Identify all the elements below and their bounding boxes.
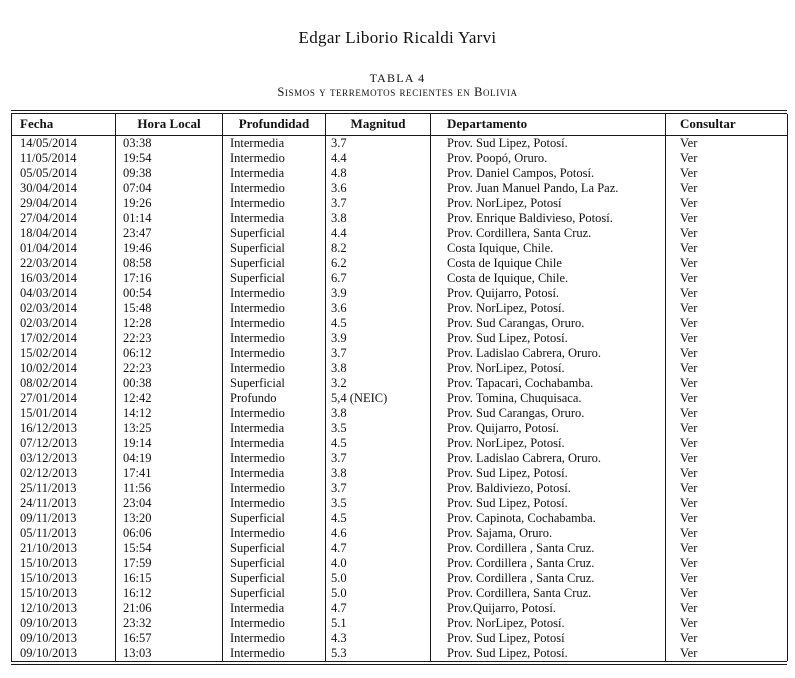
cell-fecha: 27/04/2014 xyxy=(12,211,116,226)
cell-hora-local: 22:23 xyxy=(116,331,223,346)
cell-departamento: Prov. Capinota, Cochabamba. xyxy=(431,511,666,526)
cell-departamento: Prov. NorLipez, Potosí xyxy=(431,196,666,211)
cell-hora-local: 23:32 xyxy=(116,616,223,631)
cell-fecha: 15/10/2013 xyxy=(12,586,116,601)
cell-departamento: Prov. Cordillera , Santa Cruz. xyxy=(431,571,666,586)
cell-departamento: Prov. Tapacari, Cochabamba. xyxy=(431,376,666,391)
cell-fecha: 02/12/2013 xyxy=(12,466,116,481)
cell-profundidad: Intermedio xyxy=(223,451,326,466)
cell-hora-local: 16:15 xyxy=(116,571,223,586)
column-header-fecha: Fecha xyxy=(12,114,116,135)
cell-departamento: Prov. Tomina, Chuquisaca. xyxy=(431,391,666,406)
cell-consultar xyxy=(666,196,788,211)
ver-link[interactable]: Ver xyxy=(680,525,698,540)
cell-profundidad: Superficial xyxy=(223,241,326,256)
cell-departamento: Prov.Quijarro, Potosí. xyxy=(431,601,666,616)
table-row xyxy=(12,556,788,571)
cell-consultar xyxy=(666,211,788,226)
cell-magnitud: 4.7 xyxy=(326,541,431,556)
cell-departamento: Prov. Daniel Campos, Potosí. xyxy=(431,166,666,181)
cell-departamento: Prov. Cordillera, Santa Cruz. xyxy=(431,586,666,601)
table-row xyxy=(12,496,788,511)
table-row xyxy=(12,316,788,331)
cell-departamento: Prov. Sud Carangas, Oruro. xyxy=(431,406,666,421)
cell-consultar xyxy=(666,526,788,541)
cell-profundidad: Intermedia xyxy=(223,601,326,616)
cell-departamento: Prov. Juan Manuel Pando, La Paz. xyxy=(431,181,666,196)
cell-hora-local: 04:19 xyxy=(116,451,223,466)
cell-profundidad: Superficial xyxy=(223,541,326,556)
cell-profundidad: Intermedio xyxy=(223,301,326,316)
table-row xyxy=(12,376,788,391)
cell-hora-local: 00:38 xyxy=(116,376,223,391)
ver-link[interactable]: Ver xyxy=(680,495,698,510)
ver-link[interactable]: Ver xyxy=(680,150,698,165)
ver-link[interactable]: Ver xyxy=(680,240,698,255)
ver-link[interactable]: Ver xyxy=(680,195,698,210)
cell-profundidad: Intermedio xyxy=(223,316,326,331)
cell-hora-local: 16:57 xyxy=(116,631,223,646)
ver-link[interactable]: Ver xyxy=(680,375,698,390)
cell-departamento: Prov. Quijarro, Potosí. xyxy=(431,421,666,436)
cell-profundidad: Intermedio xyxy=(223,526,326,541)
cell-magnitud: 6.2 xyxy=(326,256,431,271)
column-header-hora-local: Hora Local xyxy=(116,114,223,135)
cell-profundidad: Superficial xyxy=(223,226,326,241)
table-row xyxy=(12,286,788,301)
cell-fecha: 09/11/2013 xyxy=(12,511,116,526)
cell-profundidad: Intermedio xyxy=(223,151,326,166)
table-row xyxy=(12,481,788,496)
cell-profundidad: Intermedio xyxy=(223,196,326,211)
cell-hora-local: 15:54 xyxy=(116,541,223,556)
cell-fecha: 15/01/2014 xyxy=(12,406,116,421)
cell-departamento: Prov. Sud Lipez, Potosí. xyxy=(431,331,666,346)
cell-consultar xyxy=(666,451,788,466)
cell-magnitud: 6.7 xyxy=(326,271,431,286)
cell-profundidad: Superficial xyxy=(223,376,326,391)
cell-departamento: Costa de Iquique, Chile. xyxy=(431,271,666,286)
cell-fecha: 15/10/2013 xyxy=(12,571,116,586)
cell-fecha: 02/03/2014 xyxy=(12,316,116,331)
cell-consultar xyxy=(666,466,788,481)
cell-consultar xyxy=(666,316,788,331)
cell-hora-local: 06:06 xyxy=(116,526,223,541)
ver-link[interactable]: Ver xyxy=(680,585,698,600)
ver-link[interactable]: Ver xyxy=(680,360,698,375)
table-row xyxy=(12,601,788,616)
table-row xyxy=(12,166,788,181)
cell-profundidad: Intermedia xyxy=(223,166,326,181)
ver-link[interactable]: Ver xyxy=(680,255,698,270)
cell-profundidad: Intermedio xyxy=(223,616,326,631)
cell-consultar xyxy=(666,346,788,361)
ver-link[interactable]: Ver xyxy=(680,285,698,300)
cell-profundidad: Intermedia xyxy=(223,135,326,151)
cell-magnitud: 4.4 xyxy=(326,151,431,166)
cell-departamento: Prov. Enrique Baldivieso, Potosí. xyxy=(431,211,666,226)
cell-magnitud: 4.3 xyxy=(326,631,431,646)
cell-departamento: Prov. Sud Lipez, Potosí. xyxy=(431,135,666,151)
ver-link[interactable]: Ver xyxy=(680,210,698,225)
ver-link[interactable]: Ver xyxy=(680,510,698,525)
cell-hora-local: 19:26 xyxy=(116,196,223,211)
cell-consultar xyxy=(666,166,788,181)
cell-consultar xyxy=(666,271,788,286)
cell-magnitud: 3.8 xyxy=(326,466,431,481)
cell-profundidad: Intermedio xyxy=(223,346,326,361)
cell-consultar xyxy=(666,301,788,316)
cell-profundidad: Profundo xyxy=(223,391,326,406)
cell-magnitud: 3.5 xyxy=(326,421,431,436)
cell-magnitud: 3.7 xyxy=(326,346,431,361)
cell-magnitud: 3.9 xyxy=(326,286,431,301)
cell-fecha: 22/03/2014 xyxy=(12,256,116,271)
table-row xyxy=(12,331,788,346)
cell-departamento: Prov. Cordillera , Santa Cruz. xyxy=(431,556,666,571)
cell-departamento: Prov. NorLipez, Potosí. xyxy=(431,436,666,451)
cell-hora-local: 17:41 xyxy=(116,466,223,481)
table-body xyxy=(12,135,788,661)
cell-departamento: Costa Iquique, Chile. xyxy=(431,241,666,256)
table-label: TABLA 4 xyxy=(369,71,426,85)
cell-consultar xyxy=(666,511,788,526)
cell-magnitud: 3.9 xyxy=(326,331,431,346)
cell-fecha: 16/12/2013 xyxy=(12,421,116,436)
ver-link[interactable]: Ver xyxy=(680,555,698,570)
ver-link[interactable]: Ver xyxy=(680,345,698,360)
table-row xyxy=(12,466,788,481)
table-row xyxy=(12,196,788,211)
table-row xyxy=(12,526,788,541)
ver-link[interactable]: Ver xyxy=(680,390,698,405)
cell-magnitud: 3.7 xyxy=(326,135,431,151)
cell-profundidad: Intermedio xyxy=(223,361,326,376)
table-row xyxy=(12,631,788,646)
cell-magnitud: 5.0 xyxy=(326,586,431,601)
cell-consultar xyxy=(666,361,788,376)
cell-magnitud: 3.2 xyxy=(326,376,431,391)
cell-departamento: Prov. NorLipez, Potosí. xyxy=(431,361,666,376)
cell-magnitud: 5.1 xyxy=(326,616,431,631)
cell-fecha: 09/10/2013 xyxy=(12,631,116,646)
cell-hora-local: 09:38 xyxy=(116,166,223,181)
cell-departamento: Prov. Sajama, Oruro. xyxy=(431,526,666,541)
cell-hora-local: 23:47 xyxy=(116,226,223,241)
cell-departamento: Prov. Poopó, Oruro. xyxy=(431,151,666,166)
cell-magnitud: 5.3 xyxy=(326,646,431,661)
seismic-events-table xyxy=(11,114,788,661)
cell-departamento: Prov. Cordillera, Santa Cruz. xyxy=(431,226,666,241)
cell-consultar xyxy=(666,421,788,436)
cell-hora-local: 19:54 xyxy=(116,151,223,166)
cell-hora-local: 08:58 xyxy=(116,256,223,271)
cell-profundidad: Superficial xyxy=(223,586,326,601)
cell-hora-local: 03:38 xyxy=(116,135,223,151)
cell-consultar xyxy=(666,556,788,571)
table-row xyxy=(12,571,788,586)
cell-magnitud: 4.5 xyxy=(326,511,431,526)
cell-fecha: 09/10/2013 xyxy=(12,646,116,661)
column-header-consultar: Consultar xyxy=(666,114,788,135)
ver-link[interactable]: Ver xyxy=(680,645,698,660)
cell-profundidad: Intermedio xyxy=(223,631,326,646)
column-header-magnitud: Magnitud xyxy=(326,114,431,135)
cell-profundidad: Intermedia xyxy=(223,436,326,451)
column-header-departamento: Departamento xyxy=(431,114,666,135)
ver-link[interactable]: Ver xyxy=(680,330,698,345)
cell-consultar xyxy=(666,646,788,661)
cell-magnitud: 4.4 xyxy=(326,226,431,241)
cell-hora-local: 13:03 xyxy=(116,646,223,661)
cell-hora-local: 06:12 xyxy=(116,346,223,361)
cell-fecha: 14/05/2014 xyxy=(12,135,116,151)
ver-link[interactable]: Ver xyxy=(680,480,698,495)
cell-consultar xyxy=(666,436,788,451)
cell-fecha: 21/10/2013 xyxy=(12,541,116,556)
table-caption: Sismos y terremotos recientes en Bolivia xyxy=(277,85,518,99)
cell-fecha: 10/02/2014 xyxy=(12,361,116,376)
cell-magnitud: 4.7 xyxy=(326,601,431,616)
ver-link[interactable]: Ver xyxy=(680,435,698,450)
cell-hora-local: 12:28 xyxy=(116,316,223,331)
table-row xyxy=(12,241,788,256)
table-row xyxy=(12,541,788,556)
cell-fecha: 04/03/2014 xyxy=(12,286,116,301)
cell-magnitud: 8.2 xyxy=(326,241,431,256)
cell-profundidad: Intermedia xyxy=(223,466,326,481)
cell-departamento: Costa de Iquique Chile xyxy=(431,256,666,271)
cell-departamento: Prov. Sud Lipez, Potosí. xyxy=(431,496,666,511)
cell-consultar xyxy=(666,331,788,346)
cell-hora-local: 17:16 xyxy=(116,271,223,286)
cell-profundidad: Superficial xyxy=(223,571,326,586)
table-row xyxy=(12,151,788,166)
cell-consultar xyxy=(666,286,788,301)
ver-link[interactable]: Ver xyxy=(680,570,698,585)
cell-profundidad: Intermedia xyxy=(223,421,326,436)
table-row xyxy=(12,511,788,526)
cell-fecha: 15/02/2014 xyxy=(12,346,116,361)
cell-hora-local: 19:14 xyxy=(116,436,223,451)
table-row xyxy=(12,181,788,196)
table-row xyxy=(12,211,788,226)
cell-magnitud: 4.5 xyxy=(326,316,431,331)
cell-magnitud: 3.6 xyxy=(326,181,431,196)
ver-link[interactable]: Ver xyxy=(680,465,698,480)
cell-consultar xyxy=(666,226,788,241)
cell-consultar xyxy=(666,586,788,601)
ver-link[interactable]: Ver xyxy=(680,600,698,615)
table-row xyxy=(12,361,788,376)
cell-consultar xyxy=(666,631,788,646)
cell-hora-local: 01:14 xyxy=(116,211,223,226)
cell-profundidad: Intermedio xyxy=(223,646,326,661)
cell-hora-local: 07:04 xyxy=(116,181,223,196)
table-row xyxy=(12,646,788,661)
ver-link[interactable]: Ver xyxy=(680,225,698,240)
cell-magnitud: 3.8 xyxy=(326,211,431,226)
cell-magnitud: 3.6 xyxy=(326,301,431,316)
cell-consultar xyxy=(666,481,788,496)
table-row xyxy=(12,391,788,406)
cell-consultar xyxy=(666,376,788,391)
cell-magnitud: 4.0 xyxy=(326,556,431,571)
cell-fecha: 07/12/2013 xyxy=(12,436,116,451)
cell-profundidad: Intermedio xyxy=(223,406,326,421)
cell-departamento: Prov. Ladislao Cabrera, Oruro. xyxy=(431,451,666,466)
cell-magnitud: 4.6 xyxy=(326,526,431,541)
cell-magnitud: 3.8 xyxy=(326,406,431,421)
cell-profundidad: Superficial xyxy=(223,511,326,526)
ver-link[interactable]: Ver xyxy=(680,405,698,420)
table-row xyxy=(12,451,788,466)
cell-profundidad: Intermedio xyxy=(223,286,326,301)
cell-fecha: 16/03/2014 xyxy=(12,271,116,286)
cell-magnitud: 5,4 (NEIC) xyxy=(326,391,431,406)
column-header-profundidad: Profundidad xyxy=(223,114,326,135)
cell-consultar xyxy=(666,406,788,421)
table-row xyxy=(12,271,788,286)
cell-departamento: Prov. NorLipez, Potosí. xyxy=(431,301,666,316)
cell-departamento: Prov. Sud Lipez, Potosí. xyxy=(431,646,666,661)
page-title: Edgar Liborio Ricaldi Yarvi xyxy=(298,28,497,47)
ver-link[interactable]: Ver xyxy=(680,300,698,315)
table-header-row xyxy=(12,114,788,135)
cell-fecha: 29/04/2014 xyxy=(12,196,116,211)
cell-consultar xyxy=(666,601,788,616)
table-row xyxy=(12,436,788,451)
cell-departamento: Prov. NorLipez, Potosí. xyxy=(431,616,666,631)
cell-profundidad: Superficial xyxy=(223,256,326,271)
table-row xyxy=(12,586,788,601)
cell-fecha: 09/10/2013 xyxy=(12,616,116,631)
cell-magnitud: 3.7 xyxy=(326,481,431,496)
cell-magnitud: 4.8 xyxy=(326,166,431,181)
cell-fecha: 18/04/2014 xyxy=(12,226,116,241)
cell-fecha: 30/04/2014 xyxy=(12,181,116,196)
cell-departamento: Prov. Sud Lipez, Potosí xyxy=(431,631,666,646)
cell-consultar xyxy=(666,541,788,556)
table-row xyxy=(12,616,788,631)
cell-profundidad: Intermedia xyxy=(223,211,326,226)
ver-link[interactable]: Ver xyxy=(680,180,698,195)
cell-fecha: 17/02/2014 xyxy=(12,331,116,346)
cell-consultar xyxy=(666,571,788,586)
cell-hora-local: 15:48 xyxy=(116,301,223,316)
cell-profundidad: Intermedio xyxy=(223,496,326,511)
cell-profundidad: Superficial xyxy=(223,556,326,571)
cell-consultar xyxy=(666,496,788,511)
cell-hora-local: 22:23 xyxy=(116,361,223,376)
cell-fecha: 24/11/2013 xyxy=(12,496,116,511)
cell-hora-local: 13:25 xyxy=(116,421,223,436)
table-row xyxy=(12,421,788,436)
cell-hora-local: 21:06 xyxy=(116,601,223,616)
cell-magnitud: 5.0 xyxy=(326,571,431,586)
cell-magnitud: 3.8 xyxy=(326,361,431,376)
cell-fecha: 05/11/2013 xyxy=(12,526,116,541)
cell-magnitud: 3.7 xyxy=(326,196,431,211)
cell-departamento: Prov. Ladislao Cabrera, Oruro. xyxy=(431,346,666,361)
cell-fecha: 15/10/2013 xyxy=(12,556,116,571)
cell-hora-local: 16:12 xyxy=(116,586,223,601)
cell-departamento: Prov. Baldiviezo, Potosí. xyxy=(431,481,666,496)
cell-consultar xyxy=(666,256,788,271)
cell-consultar xyxy=(666,241,788,256)
cell-profundidad: Intermedio xyxy=(223,331,326,346)
cell-magnitud: 3.7 xyxy=(326,451,431,466)
cell-fecha: 02/03/2014 xyxy=(12,301,116,316)
cell-consultar xyxy=(666,616,788,631)
seismic-events-table-wrapper xyxy=(11,110,787,665)
ver-link[interactable]: Ver xyxy=(680,630,698,645)
cell-departamento: Prov. Quijarro, Potosí. xyxy=(431,286,666,301)
table-row xyxy=(12,135,788,151)
cell-consultar xyxy=(666,151,788,166)
table-row xyxy=(12,346,788,361)
cell-fecha: 08/02/2014 xyxy=(12,376,116,391)
table-row xyxy=(12,256,788,271)
ver-link[interactable]: Ver xyxy=(680,135,698,150)
cell-hora-local: 17:59 xyxy=(116,556,223,571)
cell-profundidad: Intermedio xyxy=(223,181,326,196)
cell-hora-local: 14:12 xyxy=(116,406,223,421)
cell-fecha: 25/11/2013 xyxy=(12,481,116,496)
cell-departamento: Prov. Cordillera , Santa Cruz. xyxy=(431,541,666,556)
table-row xyxy=(12,301,788,316)
cell-fecha: 03/12/2013 xyxy=(12,451,116,466)
ver-link[interactable]: Ver xyxy=(680,615,698,630)
cell-consultar xyxy=(666,135,788,151)
ver-link[interactable]: Ver xyxy=(680,165,698,180)
cell-hora-local: 23:04 xyxy=(116,496,223,511)
cell-magnitud: 4.5 xyxy=(326,436,431,451)
table-row xyxy=(12,226,788,241)
ver-link[interactable]: Ver xyxy=(680,315,698,330)
table-row xyxy=(12,406,788,421)
cell-hora-local: 13:20 xyxy=(116,511,223,526)
cell-fecha: 27/01/2014 xyxy=(12,391,116,406)
cell-hora-local: 19:46 xyxy=(116,241,223,256)
cell-fecha: 12/10/2013 xyxy=(12,601,116,616)
cell-profundidad: Intermedio xyxy=(223,481,326,496)
cell-hora-local: 00:54 xyxy=(116,286,223,301)
cell-departamento: Prov. Sud Lipez, Potosí. xyxy=(431,466,666,481)
cell-profundidad: Superficial xyxy=(223,271,326,286)
cell-departamento: Prov. Sud Carangas, Oruro. xyxy=(431,316,666,331)
cell-magnitud: 3.5 xyxy=(326,496,431,511)
ver-link[interactable]: Ver xyxy=(680,450,698,465)
ver-link[interactable]: Ver xyxy=(680,270,698,285)
cell-hora-local: 12:42 xyxy=(116,391,223,406)
ver-link[interactable]: Ver xyxy=(680,540,698,555)
cell-fecha: 05/05/2014 xyxy=(12,166,116,181)
cell-consultar xyxy=(666,181,788,196)
cell-consultar xyxy=(666,391,788,406)
cell-hora-local: 11:56 xyxy=(116,481,223,496)
ver-link[interactable]: Ver xyxy=(680,420,698,435)
cell-fecha: 11/05/2014 xyxy=(12,151,116,166)
cell-fecha: 01/04/2014 xyxy=(12,241,116,256)
